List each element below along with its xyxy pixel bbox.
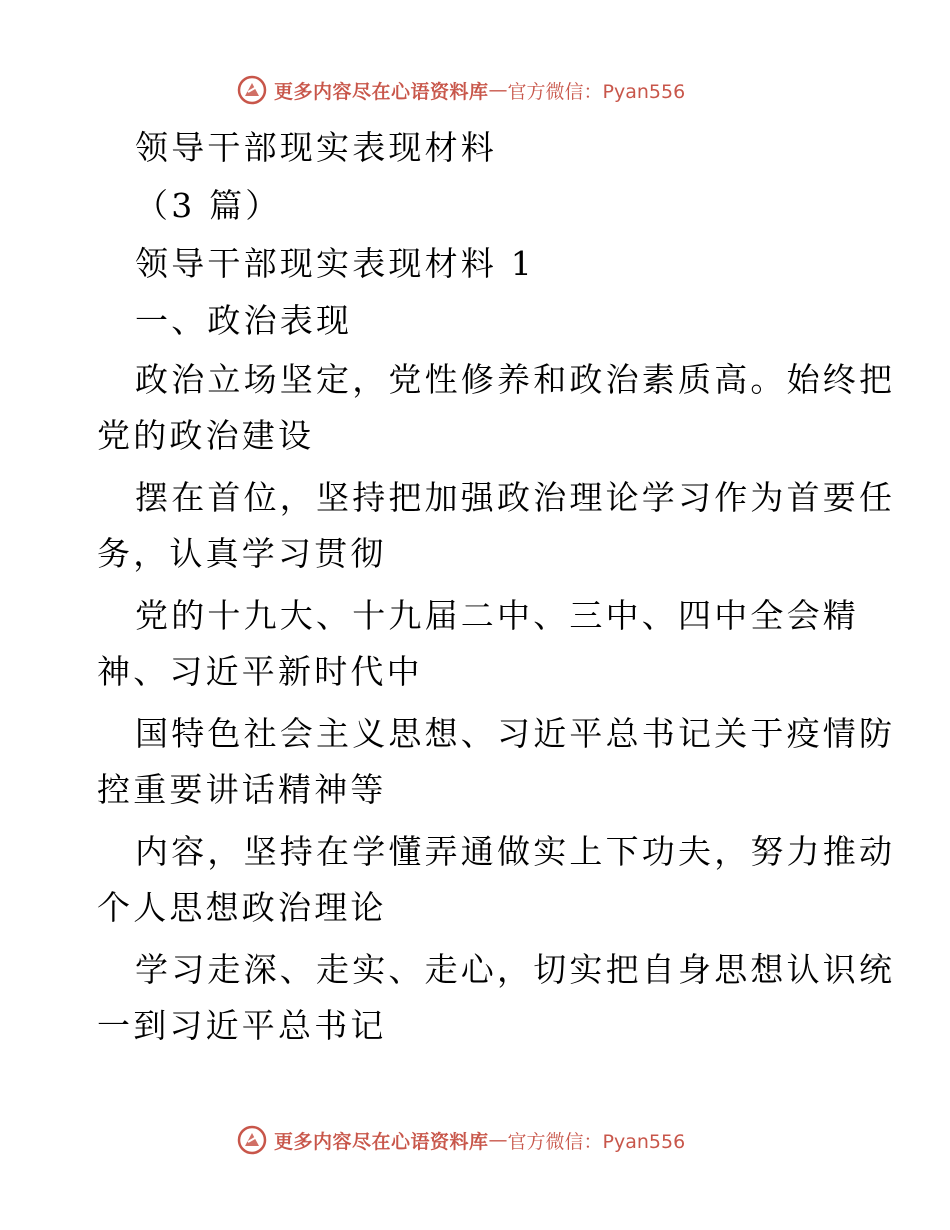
- watermark-wechat: 官方微信：Pyan556: [507, 80, 686, 103]
- paragraph-line: 神、习近平新时代中: [97, 652, 423, 691]
- header-watermark: [236, 72, 685, 108]
- seal-logo-icon: [236, 1124, 268, 1156]
- watermark-wechat: 官方微信：Pyan556: [507, 1130, 686, 1153]
- watermark-separator: —: [488, 1129, 508, 1151]
- document-title: 领导干部现实表现材料: [135, 128, 497, 167]
- watermark-separator: —: [488, 79, 508, 101]
- seal-logo-icon: [236, 74, 268, 106]
- paragraph-line: 学习走深、走实、走心，切实把自身思想认识统: [135, 950, 896, 989]
- paragraph-line: 国特色社会主义思想、习近平总书记关于疫情防: [135, 714, 896, 753]
- paragraph-line: 党的政治建设: [97, 416, 315, 455]
- paragraph-line: 务，认真学习贯彻: [97, 534, 387, 573]
- watermark-text: 更多内容尽在心语资料库: [274, 1130, 489, 1153]
- paragraph-line: 党的十九大、十九届二中、三中、四中全会精: [135, 596, 859, 635]
- paragraph-line: 政治立场坚定，党性修养和政治素质高。始终把: [135, 360, 896, 399]
- paragraph-line: 一到习近平总书记: [97, 1006, 387, 1045]
- footer-watermark: [236, 1122, 685, 1158]
- paragraph-line: 内容，坚持在学懂弄通做实上下功夫，努力推动: [135, 832, 896, 871]
- section-heading: 一、政治表现: [135, 301, 353, 340]
- paragraph-line: 摆在首位，坚持把加强政治理论学习作为首要任: [135, 478, 896, 517]
- paragraph-line: 控重要讲话精神等: [97, 770, 387, 809]
- document-subtitle: （3 篇）: [135, 186, 282, 225]
- paragraph-line: 个人思想政治理论: [97, 888, 387, 927]
- section-title: 领导干部现实表现材料 1: [135, 244, 535, 283]
- watermark-text: 更多内容尽在心语资料库: [274, 80, 489, 103]
